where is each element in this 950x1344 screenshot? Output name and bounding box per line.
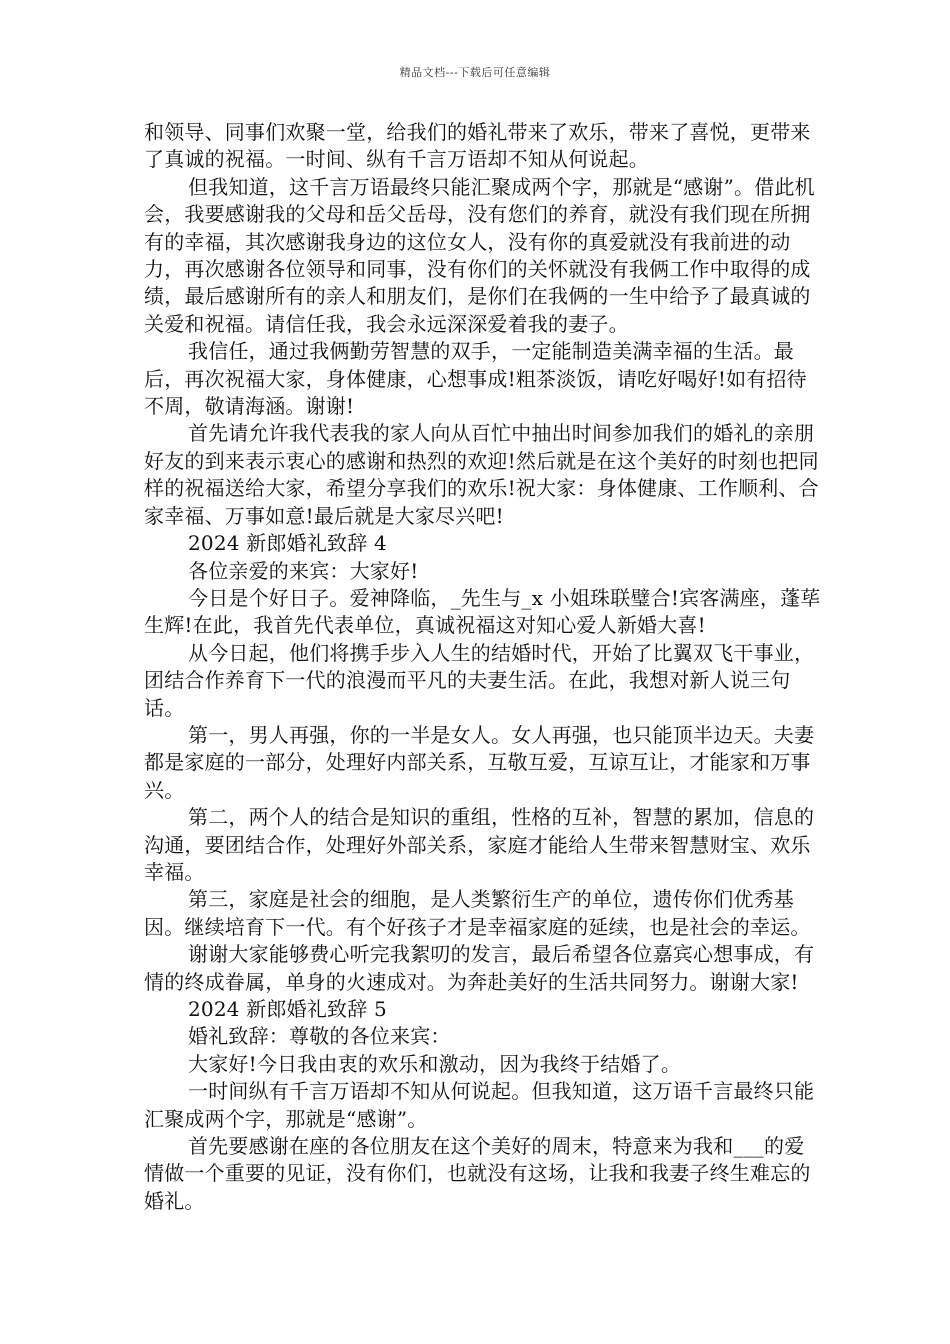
paragraph: 我信任，通过我俩勤劳智慧的双手，一定能制造美满幸福的生活。最后，再次祝福大家，身体健康，心想事成!粗茶淡饭，请吃好喝好!如有招待不周，敬请海涵。谢谢!: [144, 339, 807, 419]
paragraph: 首先要感谢在座的各位朋友在这个美好的周末，特意来为我和___的爱情做一个重要的见证，没有你们，也就没有这场，让我和我妻子终生难忘的婚礼。: [144, 1134, 811, 1213]
page-header: 精品文档---下载后可任意编辑: [399, 66, 551, 79]
document-body: [144, 119, 824, 1215]
paragraph: 谢谢大家能够费心听完我絮叨的发言，最后希望各位嘉宾心想事成，有情的终成眷属，单身的火速成对。为奔赴美好的生活共同努力。谢谢大家!: [144, 942, 815, 994]
salutation: 各位亲爱的来宾：大家好!: [188, 558, 419, 583]
paragraph: 今日是个好日子。爱神降临，_先生与_x 小姐珠联璧合!宾客满座，蓬荜生辉!在此，我首先代表单位，真诚祝福这对知心爱人新婚大喜!: [144, 585, 821, 638]
paragraph: 和领导、同事们欢聚一堂，给我们的婚礼带来了欢乐，带来了喜悦，更带来了真诚的祝福。一时间、纵有千言万语却不知从何说起。: [144, 120, 811, 172]
section-heading: 2024 新郎婚礼致辞 4: [188, 531, 387, 556]
section-heading: 2024 新郎婚礼致辞 5: [188, 997, 387, 1021]
paragraph: 首先请允许我代表我的家人向从百忙中抽出时间参加我们的婚礼的亲朋好友的到来表示衷心的感谢和热烈的欢迎!然后就是在这个美好的时刻也把同样的祝福送给大家，希望分享我们的欢乐!祝大家：身体健康、工作顺利、合家幸福、万事如意!最后就是大家尽兴吧!: [144, 421, 819, 528]
paragraph: 大家好!今日我由衷的欢乐和激动，因为我终于结婚了。: [188, 1051, 682, 1076]
paragraph: 第三，家庭是社会的细胞，是人类繁衍生产的单位，遗传你们优秀基因。继续培育下一代。有个好孩子才是幸福家庭的延续，也是社会的幸运。: [144, 887, 811, 939]
salutation: 婚礼致辞：尊敬的各位来宾：: [188, 1024, 451, 1049]
paragraph: 但我知道，这千言万语最终只能汇聚成两个字，那就是“感谢”。借此机会，我要感谢我的父母和岳父岳母，没有您们的养育，就没有我们现在所拥有的幸福，其次感谢我身边的这位女人，没有你的真爱就没有我前进的动力，再次感谢各位领导和同事，没有你们的关怀就没有我俩工作中取得的成绩，最后感谢所有的亲人和朋友们，是你们在我俩的一生中给予了最真诚的关爱和祝福。请信任我，我会永远深深爱着我的妻子。: [144, 174, 815, 336]
paragraph: 第二，两个人的结合是知识的重组，性格的互补，智慧的累加，信息的沟通，要团结合作，处理好外部关系，家庭才能给人生带来智慧财宝、欢乐幸福。: [144, 805, 815, 884]
paragraph: 第一，男人再强，你的一半是女人。女人再强，也只能顶半边天。夫妻都是家庭的一部分，处理好内部关系，互敬互爱，互谅互让，才能家和万事兴。: [144, 722, 815, 802]
paragraph: 一时间纵有千言万语却不知从何说起。但我知道，这万语千言最终只能汇聚成两个字，那就是“感谢”。: [144, 1079, 815, 1131]
paragraph: 从今日起，他们将携手步入人生的结婚时代，开始了比翼双飞干事业，团结合作养育下一代的浪漫而平凡的夫妻生活。在此，我想对新人说三句话。: [144, 640, 815, 720]
